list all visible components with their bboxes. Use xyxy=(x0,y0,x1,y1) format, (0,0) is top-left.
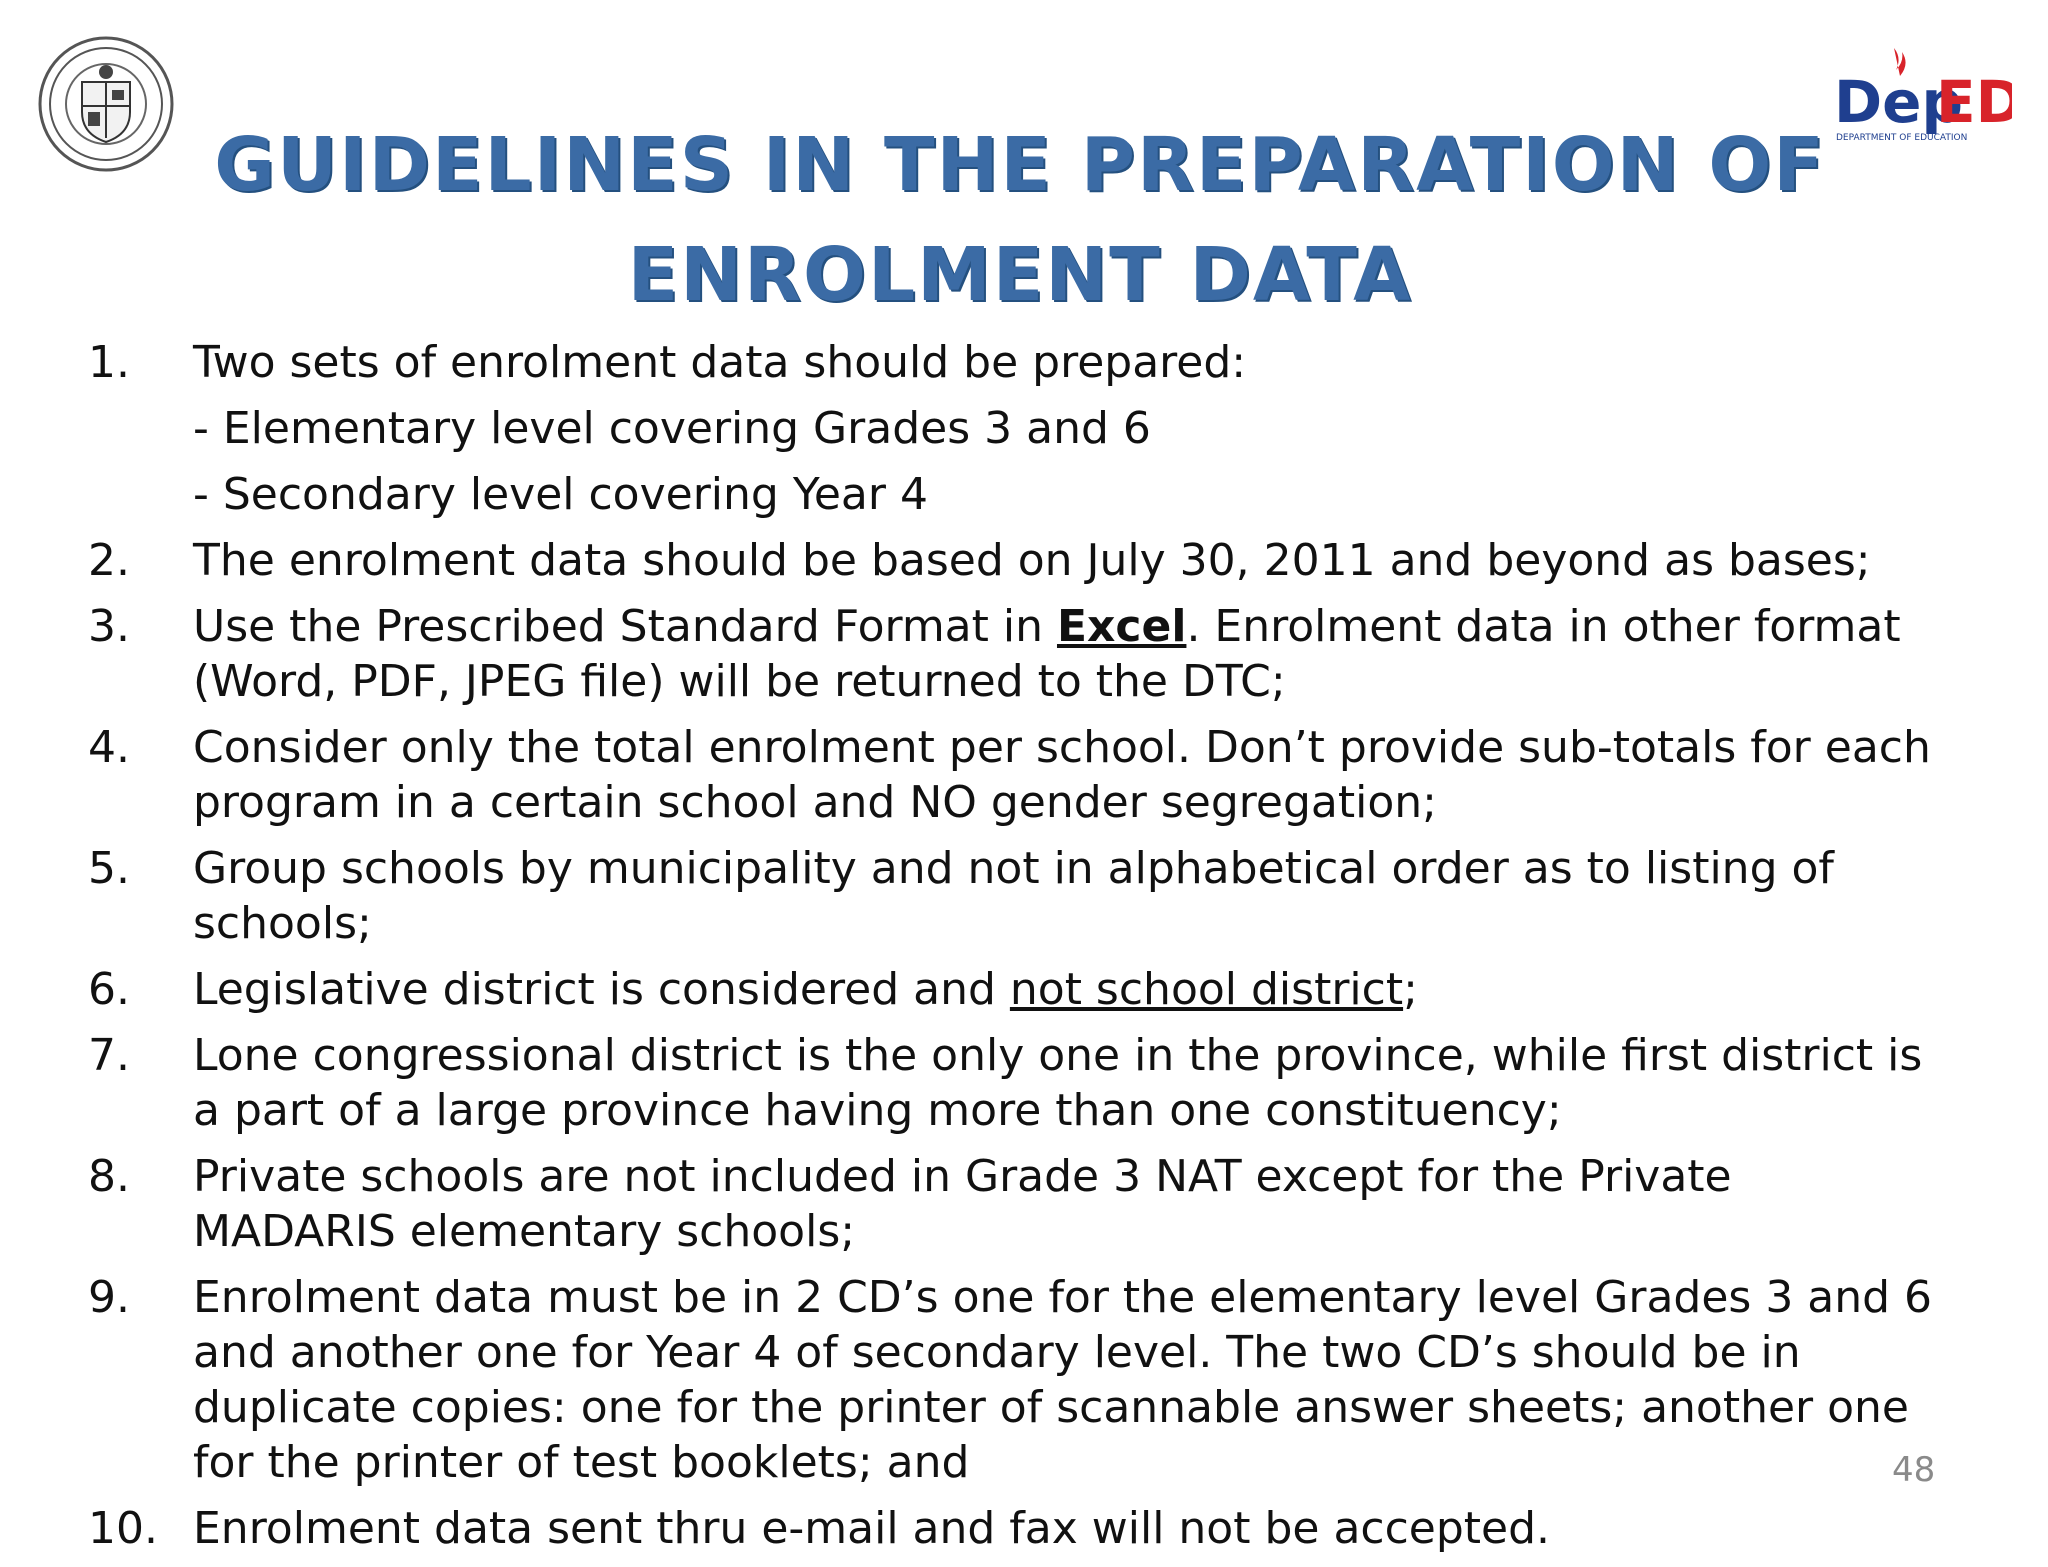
svg-text:Dep: Dep xyxy=(1834,68,1963,136)
page-title xyxy=(200,110,1840,330)
item-number: 3. xyxy=(88,601,130,652)
item-text: The enrolment data should be based on July 30, 2011 and beyond as bases; xyxy=(193,535,1871,586)
list-item xyxy=(88,533,1948,588)
item-text xyxy=(193,962,1948,1017)
item-text-part: . Enrolment data in other format (Word, PDF, JPEG file) will be returned to the DTC; xyxy=(193,601,1901,707)
list-item xyxy=(88,335,1948,390)
item-text: Private schools are not included in Grade 3 NAT except for the Private MADARIS elementary schools; xyxy=(193,1151,1732,1257)
deped-logo xyxy=(1832,40,2012,150)
item-number: 5. xyxy=(88,843,130,894)
underlined-phrase: not school district xyxy=(1009,964,1404,1015)
item-number: 10. xyxy=(88,1503,158,1554)
school-seal-icon xyxy=(32,34,180,174)
list-item xyxy=(88,1501,1948,1556)
item-text-part: Legislative district is considered and xyxy=(193,964,1010,1015)
excel-emphasis: Excel xyxy=(1056,601,1187,652)
item-text-part: Use the Prescribed Standard Format in xyxy=(193,601,1057,652)
item-text xyxy=(193,599,1948,709)
item-text: Enrolment data must be in 2 CD’s one for the elementary level Grades 3 and 6 and another one for Year 4 of secondary level. The two CD’s should be in duplicate copies: one for the printer of scannable answer sheets; another one for the printer of test booklets; and xyxy=(193,1272,1933,1488)
item-number: 8. xyxy=(88,1151,130,1202)
guidelines-list xyxy=(88,335,1948,1567)
item-number: 2. xyxy=(88,535,130,586)
item-number: 7. xyxy=(88,1030,130,1081)
list-item xyxy=(88,841,1948,951)
item-text-part: ; xyxy=(1403,964,1418,1015)
sub-item: - Elementary level covering Grades 3 and 6 xyxy=(193,403,1151,454)
item-text: Lone congressional district is the only one in the province, while first district is a part of a large province having more than one constituency; xyxy=(193,1030,1923,1136)
list-item xyxy=(88,1270,1948,1490)
item-number: 1. xyxy=(88,337,130,388)
list-item xyxy=(88,720,1948,830)
svg-text:ED: ED xyxy=(1936,68,2012,136)
title-line-1: GUIDELINES IN THE PREPARATION OF xyxy=(214,122,1826,208)
page-number: 48 xyxy=(1892,1450,1936,1490)
title-line-2: ENROLMENT DATA xyxy=(627,232,1413,318)
list-item xyxy=(88,962,1948,1017)
item-number: 9. xyxy=(88,1272,130,1323)
item-text: Group schools by municipality and not in alphabetical order as to listing of schools; xyxy=(193,843,1834,949)
item-text: Consider only the total enrolment per school. Don’t provide sub-totals for each program in a certain school and NO gender segregation; xyxy=(193,722,1931,828)
item-text: Two sets of enrolment data should be prepared: xyxy=(193,337,1247,388)
item-number: 6. xyxy=(88,964,130,1015)
item-number: 4. xyxy=(88,722,130,773)
list-item xyxy=(88,599,1948,709)
list-item xyxy=(88,1028,1948,1138)
svg-text:DEPARTMENT OF EDUCATION: DEPARTMENT OF EDUCATION xyxy=(1836,133,1968,143)
list-item xyxy=(88,1149,1948,1259)
sub-item: - Secondary level covering Year 4 xyxy=(193,469,928,520)
item-text: Enrolment data sent thru e-mail and fax will not be accepted. xyxy=(193,1503,1551,1554)
